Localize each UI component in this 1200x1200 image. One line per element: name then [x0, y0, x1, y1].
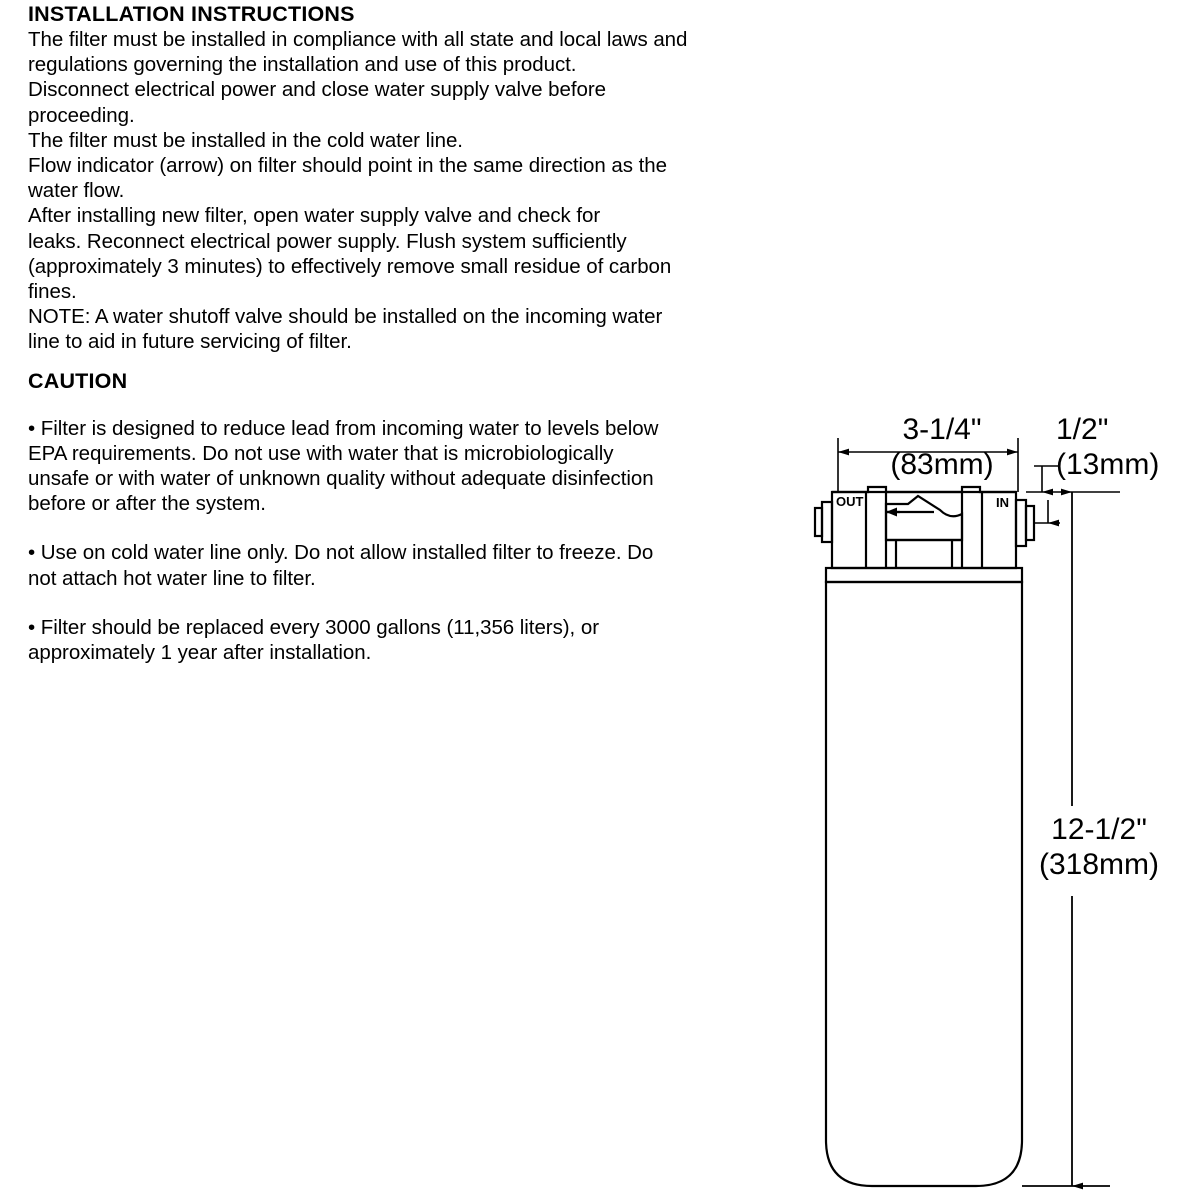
height-dimension-metric: (318mm): [1038, 848, 1159, 881]
inlet-port-stub: [1026, 506, 1034, 540]
port-offset-dimension-label: [1056, 412, 1200, 482]
installation-instructions-heading: INSTALLATION INSTRUCTIONS: [28, 2, 355, 26]
inlet-port-label: IN: [996, 495, 1009, 510]
instruction-line: line to aid in future servicing of filter.: [28, 330, 352, 354]
canister-collar: [826, 568, 1022, 582]
width-dimension-imperial: 3-1/4": [902, 413, 982, 446]
spacer: [28, 591, 744, 615]
filter-head-cap: [832, 487, 1016, 492]
instruction-line: The filter must be installed in the cold water line.: [28, 128, 463, 152]
spacer: [28, 516, 744, 540]
filter-head-block: [832, 492, 1016, 568]
caution-heading: CAUTION: [28, 368, 128, 393]
height-dimension-imperial: 12-1/2": [1051, 813, 1147, 846]
port-offset-metric: (13mm): [1056, 448, 1160, 481]
canister-sump: [826, 582, 1022, 1186]
outlet-port-flange: [822, 502, 832, 542]
caution-line: unsafe or with water of unknown quality without adequate disinfection: [28, 467, 654, 491]
outlet-port-stub: [815, 508, 822, 536]
instructions-text-column: [28, 2, 744, 665]
instruction-line: water flow.: [28, 179, 125, 203]
instruction-line: fines.: [28, 280, 77, 304]
width-dimension-label: [852, 412, 1032, 482]
instruction-line: Disconnect electrical power and close water supply valve before: [28, 78, 606, 102]
caution-line: • Use on cold water line only. Do not allow installed filter to freeze. Do: [28, 541, 654, 565]
caution-line: approximately 1 year after installation.: [28, 641, 372, 665]
instruction-line: regulations governing the installation and use of this product.: [28, 53, 577, 77]
filter-body-outline: [815, 487, 1034, 1186]
caution-line: • Filter is designed to reduce lead from incoming water to levels below: [28, 416, 659, 440]
flow-direction-arrow-icon: [886, 508, 900, 517]
caution-line: not attach hot water line to filter.: [28, 566, 316, 590]
width-dimension-metric: (83mm): [890, 448, 994, 481]
caution-bullet: [28, 615, 744, 665]
outlet-port-label: OUT: [836, 494, 864, 509]
instruction-line: The filter must be installed in compliance with all state and local laws and: [28, 28, 688, 51]
inlet-port-flange: [1016, 500, 1026, 546]
instruction-line: After installing new filter, open water supply valve and check for: [28, 204, 601, 228]
instruction-line: Flow indicator (arrow) on filter should point in the same direction as the: [28, 154, 667, 178]
instruction-line: (approximately 3 minutes) to effectively remove small residue of carbon: [28, 254, 672, 278]
height-dimension-label: [1004, 812, 1194, 882]
caution-bullet: [28, 416, 744, 517]
caution-line: EPA requirements. Do not use with water that is microbiologically: [28, 441, 614, 465]
caution-line: • Filter should be replaced every 3000 gallons (11,356 liters), or: [28, 615, 599, 639]
head-bypass-cavity: [886, 496, 962, 540]
port-offset-imperial: 1/2": [1056, 413, 1109, 446]
instruction-line: proceeding.: [28, 103, 135, 127]
caution-bullet: [28, 540, 744, 590]
instruction-line: NOTE: A water shutoff valve should be installed on the incoming water: [28, 305, 663, 329]
instruction-line: leaks. Reconnect electrical power supply. Flush system sufficiently: [28, 229, 627, 253]
spacer: [28, 355, 744, 369]
caution-line: before or after the system.: [28, 492, 266, 516]
spacer: [28, 394, 744, 416]
